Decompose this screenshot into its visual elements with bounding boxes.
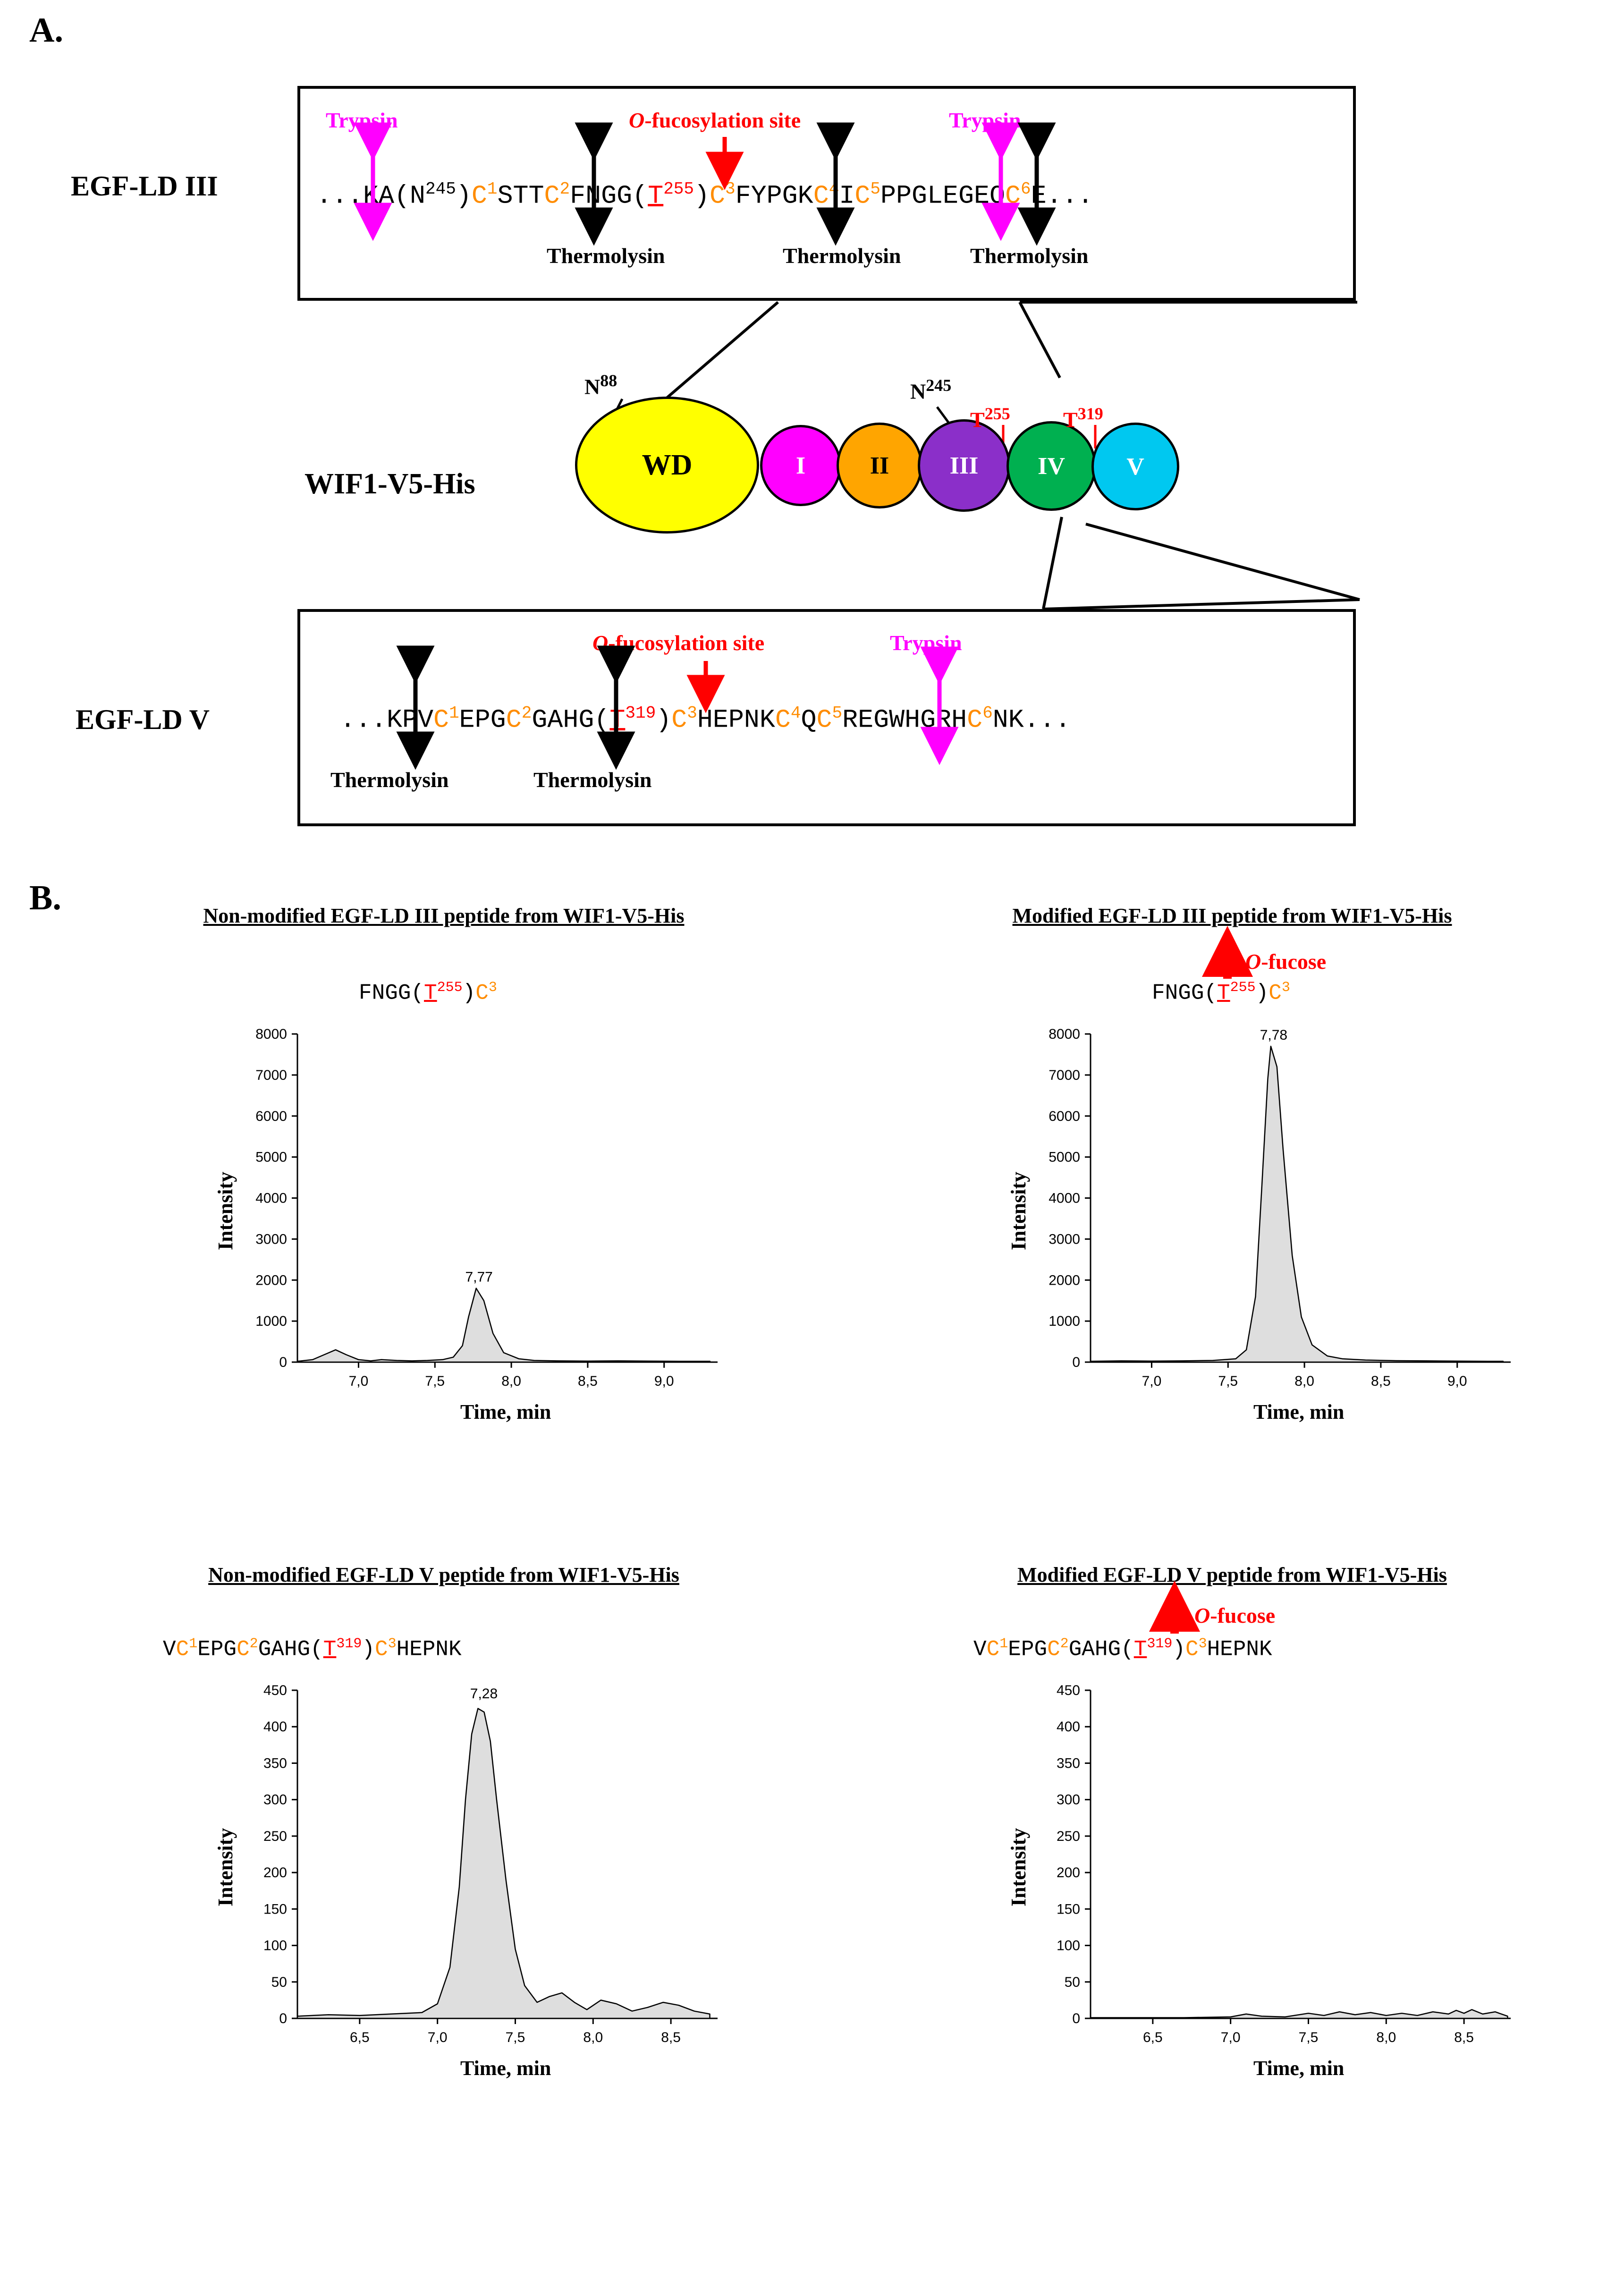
svg-text:8,5: 8,5 — [1371, 1373, 1391, 1389]
y-axis-title: Intensity — [214, 1171, 237, 1250]
svg-text:2000: 2000 — [1049, 1272, 1080, 1288]
panel-a — [0, 0, 1607, 864]
egf-ld-3-thermolysin-3-label: Thermolysin — [970, 244, 1089, 268]
peptide-label-mod-egf3: $FNGG(T^{255})C^3$ — [1152, 980, 1290, 1006]
egf-ld-3-trypsin-left-label: Trypsin — [326, 108, 398, 132]
svg-text:7,5: 7,5 — [1218, 1373, 1238, 1389]
svg-text:200: 200 — [1056, 1865, 1080, 1881]
panel-a-letter: A. — [29, 11, 63, 50]
svg-text:200: 200 — [263, 1865, 287, 1881]
svg-text:1000: 1000 — [1049, 1313, 1080, 1330]
ofucose-label-mod-egf5: O-fucose — [1194, 1603, 1276, 1627]
annotation-n245: $N^{245}$ — [910, 376, 952, 404]
svg-text:150: 150 — [263, 1901, 287, 1917]
svg-text:8,0: 8,0 — [583, 2030, 603, 2045]
chart-title-mod-egf5: Modified EGF-LD V peptide from WIF1-V5-His — [1017, 1563, 1447, 1586]
svg-text:0: 0 — [1072, 2011, 1080, 2026]
egf-ld-3-trypsin-right-label: Trypsin — [949, 108, 1021, 132]
y-axis-title: Intensity — [214, 1828, 237, 1906]
domain-egf2 — [837, 423, 922, 508]
domain-egf4-label: IV — [1038, 452, 1065, 480]
domain-egf5 — [1091, 423, 1179, 510]
svg-text:450: 450 — [263, 1683, 287, 1698]
svg-text:7,0: 7,0 — [427, 2030, 448, 2045]
svg-text:9,0: 9,0 — [654, 1373, 674, 1389]
egf-ld-5-trypsin-label: Trypsin — [890, 631, 962, 655]
svg-text:350: 350 — [263, 1755, 287, 1771]
x-axis-title: Time, min — [460, 1400, 551, 1423]
svg-text:8,5: 8,5 — [1454, 2030, 1474, 2045]
chromatogram-mod-egf3 — [973, 1020, 1530, 1445]
svg-text:5000: 5000 — [1049, 1149, 1080, 1165]
x-axis-title: Time, min — [460, 2057, 551, 2080]
egf-ld-5-row-label: EGF-LD V — [76, 704, 210, 735]
svg-text:250: 250 — [1056, 1828, 1080, 1844]
chromatogram-mod-egf5 — [973, 1676, 1530, 2101]
chromatogram-nonmod-egf3 — [179, 1020, 736, 1445]
svg-text:7000: 7000 — [1049, 1067, 1080, 1083]
svg-text:3000: 3000 — [1049, 1231, 1080, 1247]
svg-text:9,0: 9,0 — [1447, 1373, 1467, 1389]
svg-text:8,5: 8,5 — [661, 2030, 681, 2045]
y-axis-title: Intensity — [1007, 1828, 1030, 1906]
svg-text:50: 50 — [271, 1974, 287, 1990]
egf-ld-5-thermolysin-1-label: Thermolysin — [330, 768, 449, 792]
svg-text:7,78: 7,78 — [1260, 1027, 1288, 1043]
svg-text:3000: 3000 — [255, 1231, 287, 1247]
annotation-t255: $T^{255}$ — [970, 404, 1010, 432]
svg-text:7,0: 7,0 — [1220, 2030, 1241, 2045]
peptide-label-nonmod-egf3: $FNGG(T^{255})C^3$ — [359, 980, 497, 1006]
construct-title: WIF1-V5-His — [304, 468, 475, 500]
chart-title-mod-egf3: Modified EGF-LD III peptide from WIF1-V5-His — [1012, 904, 1452, 927]
svg-text:7,28: 7,28 — [470, 1686, 498, 1702]
egf-ld-3-row-label: EGF-LD III — [71, 170, 218, 202]
svg-text:4000: 4000 — [255, 1190, 287, 1206]
domain-wd — [575, 397, 759, 534]
svg-text:300: 300 — [263, 1792, 287, 1808]
svg-text:7,0: 7,0 — [348, 1373, 369, 1389]
svg-text:7,0: 7,0 — [1142, 1373, 1162, 1389]
svg-text:0: 0 — [1072, 1355, 1080, 1370]
panel-b — [0, 864, 1607, 2296]
svg-text:8000: 8000 — [255, 1026, 287, 1042]
svg-text:1000: 1000 — [255, 1313, 287, 1330]
svg-text:100: 100 — [1056, 1938, 1080, 1954]
egf-ld-3-sequence: $...KA(N^{245})C^1STTC^2FNGG(T^{255})C^3FYPGKC^4IC^5PPGLEGEQC^6E$... — [316, 179, 1093, 211]
svg-text:7,77: 7,77 — [465, 1269, 493, 1285]
egf-ld-5-thermolysin-2-label: Thermolysin — [533, 768, 652, 792]
x-axis-title: Time, min — [1253, 2057, 1345, 2080]
svg-text:7000: 7000 — [255, 1067, 287, 1083]
y-axis-title: Intensity — [1007, 1171, 1030, 1250]
svg-text:150: 150 — [1056, 1901, 1080, 1917]
svg-text:450: 450 — [1056, 1683, 1080, 1698]
ofucose-label-mod-egf3: O-fucose — [1245, 949, 1327, 974]
annotation-n88: $N^{88}$ — [584, 371, 617, 399]
svg-text:50: 50 — [1064, 1974, 1080, 1990]
domain-egf3-label: III — [949, 452, 979, 479]
domain-egf5-label: V — [1126, 453, 1144, 480]
svg-text:8000: 8000 — [1049, 1026, 1080, 1042]
svg-text:7,5: 7,5 — [1298, 2030, 1319, 2045]
panel-b-letter: B. — [29, 879, 61, 917]
chart-title-nonmod-egf5: Non-modified EGF-LD V peptide from WIF1-V5-His — [208, 1563, 679, 1586]
svg-text:6,5: 6,5 — [349, 2030, 370, 2045]
svg-text:5000: 5000 — [255, 1149, 287, 1165]
svg-text:6000: 6000 — [255, 1108, 287, 1124]
domain-egf4 — [1006, 421, 1096, 511]
svg-text:7,5: 7,5 — [425, 1373, 445, 1389]
egf-ld-3-ofucosylation-site-label: O-fucosylation site — [629, 108, 801, 132]
domain-wd-label: WD — [642, 449, 693, 481]
chart-title-nonmod-egf3: Non-modified EGF-LD III peptide from WIF1-V5-His — [203, 904, 685, 927]
peptide-label-nonmod-egf5: $VC^1EPGC^2GAHG(T^{319})C^3HEPNK$ — [163, 1636, 462, 1662]
svg-text:300: 300 — [1056, 1792, 1080, 1808]
x-axis-title: Time, min — [1253, 1400, 1345, 1423]
chromatogram-nonmod-egf5 — [179, 1676, 736, 2101]
svg-text:8,0: 8,0 — [501, 1373, 521, 1389]
domain-egf3 — [918, 419, 1010, 512]
domain-egf2-label: II — [870, 452, 889, 479]
svg-text:350: 350 — [1056, 1755, 1080, 1771]
egf-ld-5-ofucosylation-site-label: O-fucosylation site — [592, 631, 765, 655]
svg-text:8,0: 8,0 — [1294, 1373, 1314, 1389]
svg-text:8,0: 8,0 — [1376, 2030, 1396, 2045]
svg-text:7,5: 7,5 — [505, 2030, 525, 2045]
egf-ld-5-sequence: $...KPVC^1EPGC^2GAHG(T^{319})C^3HEPNKC^4QC^5REGWHGRHC^6NK$... — [340, 703, 1071, 735]
peptide-label-mod-egf5: $VC^1EPGC^2GAHG(T^{319})C^3HEPNK$ — [973, 1636, 1272, 1662]
svg-text:100: 100 — [263, 1938, 287, 1954]
domain-egf1-label: I — [795, 452, 806, 479]
annotation-t319: $T^{319}$ — [1063, 404, 1103, 432]
svg-text:8,5: 8,5 — [578, 1373, 598, 1389]
svg-text:0: 0 — [279, 2011, 287, 2026]
svg-text:6,5: 6,5 — [1142, 2030, 1163, 2045]
svg-text:2000: 2000 — [255, 1272, 287, 1288]
egf-ld-3-thermolysin-2-label: Thermolysin — [783, 244, 901, 268]
egf-ld-3-thermolysin-1-label: Thermolysin — [547, 244, 665, 268]
svg-text:4000: 4000 — [1049, 1190, 1080, 1206]
svg-text:250: 250 — [263, 1828, 287, 1844]
svg-text:400: 400 — [1056, 1719, 1080, 1735]
domain-egf1 — [760, 425, 841, 506]
svg-text:6000: 6000 — [1049, 1108, 1080, 1124]
svg-text:400: 400 — [263, 1719, 287, 1735]
svg-text:0: 0 — [279, 1355, 287, 1370]
